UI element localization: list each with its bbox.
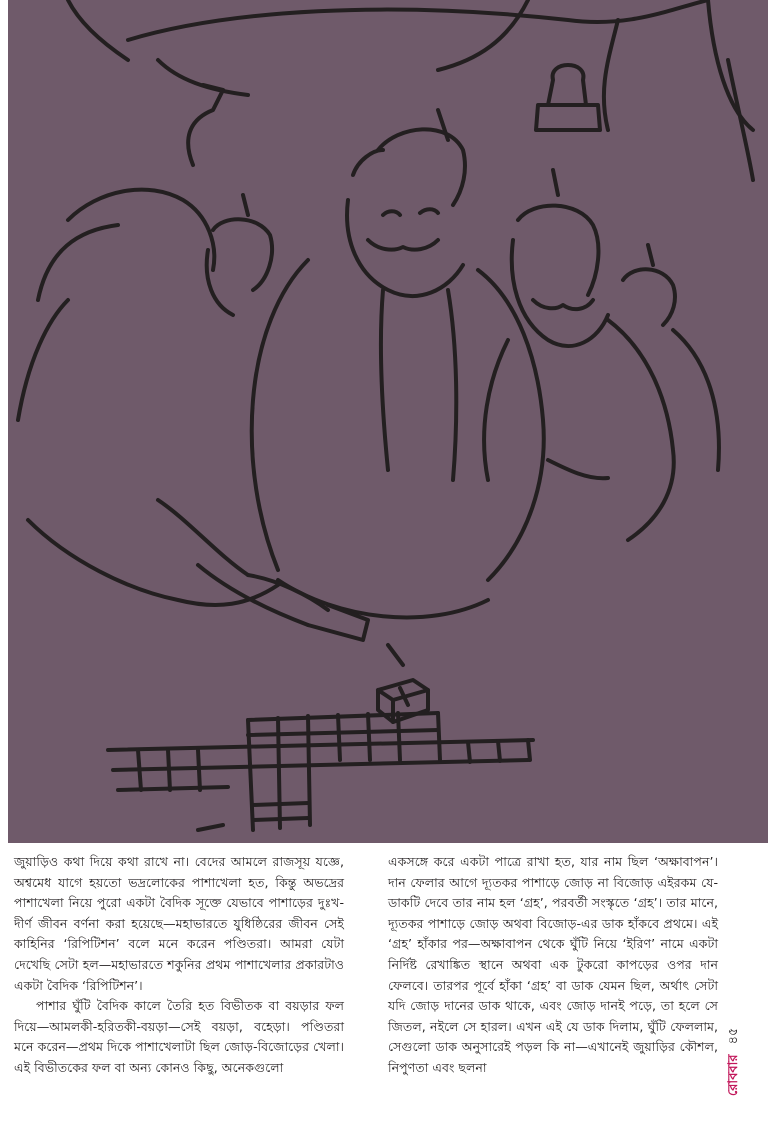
left-column [14, 852, 344, 1079]
paragraph: জুয়াড়িও কথা দিয়ে কথা রাখে না। বেদের আমলে রাজসূয় যজ্ঞে, অশ্বমেধ যাগে হয়তো ভদ্রলোকের পাশাখেলা হত, কিন্তু অভদ্রের পাশাখেলা নিয়ে পুরো একটা বৈদিক সূক্তে যেভাবে পাশাড়ের দুঃখ-দীর্ণ জীবন বর্ণনা করা হয়েছে—মহাভারতে যুধিষ্ঠিরের জীবন সেই কাহিনির ‘রিপিটিশন’ বলে মনে করেন পণ্ডিতরা। আমরা যেটা দেখেছি সেটা হল—মহাভারতে শকুনির প্রথম পাশাখেলার প্রকারটাও একটা বৈদিক ‘রিপিটিশন’। [14, 854, 344, 993]
paragraph: একসঙ্গে করে একটা পাত্রে রাখা হত, যার নাম ছিল ‘অক্ষাবাপন’। দান ফেলার আগে দ্যূতকর পাশাড়ে জোড় না বিজোড় এইরকম যে-ডাকটি দেবে তার নাম হল ‘গ্রহ’, পরবর্তী সংস্কৃতে ‘গ্রহ’। তার মানে, দ্যূতকর পাশাড়ে জোড় অথবা বিজোড়-এর ডাক হাঁকবে প্রথমে। এই ‘গ্রহ’ হাঁকার পর—অক্ষাবাপন থেকে ঘুঁটি নিয়ে ‘ইরিণ’ নামে একটা নির্দিষ্ট রেখাঙ্কিত স্থানে অথবা এক টুকরো কাপড়ের ওপর দান ফেলবে। তারপর পূর্বে হাঁকা ‘গ্রহ’ বা ডাক যেমন ছিল, অর্থাৎ সেটা যদি জোড় দানের ডাক থাকে, এবং জোড় দানই পড়ে, তা হলে সে জিতল, নইলে সে হারল। এখন এই যে ডাক দিলাম, ঘুঁটি ফেললাম, সেগুলো ডাক অনুসারেই পড়ল কি না—এখানেই জুয়াড়ির কৌশল, নিপুণতা এবং ছলনা [388, 854, 718, 1075]
page-number: ৪৫ [725, 1027, 741, 1045]
article-text [14, 852, 718, 1122]
paragraph: পাশার ঘুঁটি বৈদিক কালে তৈরি হত বিভীতক বা বয়ড়ার ফল দিয়ে—আমলকী-হরিতকী-বয়ড়া—সেই বয়ড়া, বহেড়া। পণ্ডিতরা মনে করেন—প্রথম দিকে পাশাখেলাটা ছিল জোড়-বিজোড়ের খেলা। এই বিভীতকের ফল বা অন্য কোনও কিছু, অনেকগুলো [14, 998, 344, 1075]
right-column [388, 852, 718, 1079]
magazine-name: রোববার [725, 1054, 741, 1096]
illustration-panel [8, 0, 768, 843]
page-footer [716, 986, 752, 1096]
dice-game-illustration [8, 0, 768, 843]
